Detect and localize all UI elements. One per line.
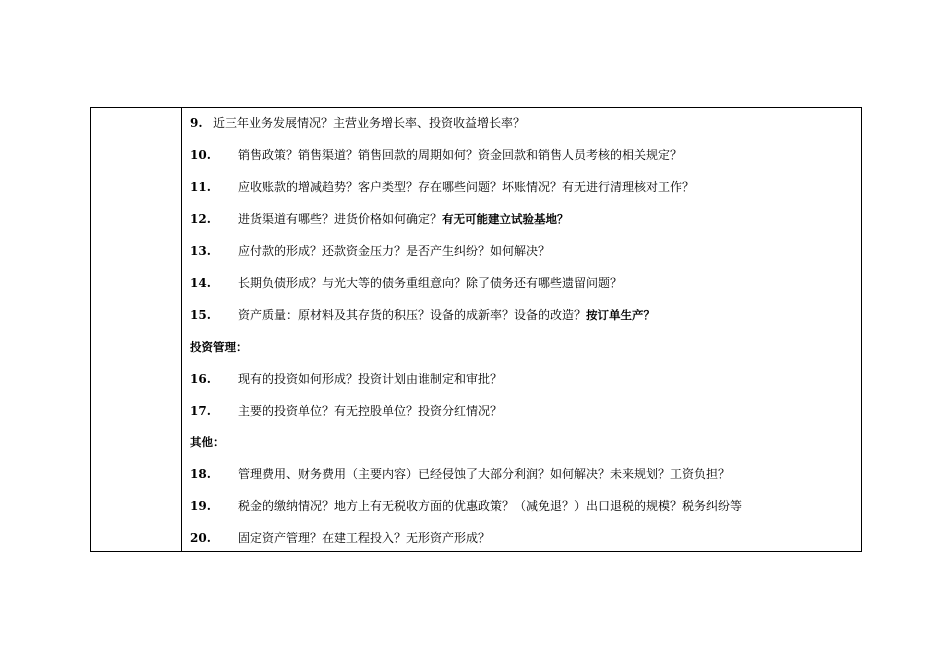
list-item-16 <box>190 369 502 389</box>
item-text: 应收账款的增减趋势？客户类型？存在哪些问题？坏账情况？有无进行清理核对工作？ <box>238 180 695 194</box>
item-text: 管理费用、财务费用（主要内容）已经侵蚀了大部分利润？如何解决？未来规划？工资负担？ <box>238 467 731 481</box>
item-text: 税金的缴纳情况？地方上有无税收方面的优惠政策？（减免退？）出口退税的规模？税务纠纷等 <box>238 499 743 513</box>
table-left-cell <box>91 108 182 551</box>
list-item-19 <box>190 496 742 516</box>
item-number: 16. <box>190 372 211 386</box>
section-heading-investment: 投资管理： <box>190 340 248 354</box>
item-number: 9. <box>190 116 203 130</box>
item-bold-text: 有无可能建立试验基地？ <box>442 212 569 226</box>
list-item-18 <box>190 464 730 484</box>
item-number: 19. <box>190 499 211 513</box>
list-item-17 <box>190 401 502 421</box>
item-number: 20. <box>190 531 211 545</box>
item-text: 现有的投资如何形成？投资计划由谁制定和审批？ <box>238 372 503 386</box>
item-number: 11. <box>190 180 211 194</box>
list-item-14 <box>190 273 622 293</box>
item-text: 主要的投资单位？有无控股单位？投资分红情况？ <box>238 404 503 418</box>
item-number: 12. <box>190 212 211 226</box>
item-text: 进货渠道有哪些？进货价格如何确定？ <box>238 212 443 226</box>
list-item-10 <box>190 145 682 165</box>
item-text: 固定资产管理？在建工程投入？无形资产形成？ <box>238 531 491 545</box>
item-number: 13. <box>190 244 211 258</box>
item-text: 销售政策？销售渠道？销售回款的周期如何？资金回款和销售人员考核的相关规定？ <box>238 148 683 162</box>
item-bold-text: 按订单生产？ <box>586 308 656 322</box>
list-item-9 <box>190 113 525 133</box>
item-number: 10. <box>190 148 211 162</box>
table-content-cell <box>182 108 861 551</box>
item-number: 15. <box>190 308 211 322</box>
item-text: 资产质量：原材料及其存货的积压？设备的成新率？设备的改造？ <box>238 308 587 322</box>
list-item-11 <box>190 177 694 197</box>
document-table <box>90 107 862 552</box>
item-number: 17. <box>190 404 211 418</box>
item-text: 近三年业务发展情况？主营业务增长率、投资收益增长率？ <box>213 116 526 130</box>
item-text: 应付款的形成？还款资金压力？是否产生纠纷？如何解决？ <box>238 244 551 258</box>
list-item-15 <box>190 305 655 325</box>
item-number: 18. <box>190 467 211 481</box>
list-item-20 <box>190 528 490 548</box>
list-item-12 <box>190 209 569 229</box>
section-heading-other: 其他： <box>190 435 225 449</box>
item-text: 长期负债形成？与光大等的债务重组意向？除了债务还有哪些遗留问题？ <box>238 276 623 290</box>
item-number: 14. <box>190 276 211 290</box>
list-item-13 <box>190 241 550 261</box>
